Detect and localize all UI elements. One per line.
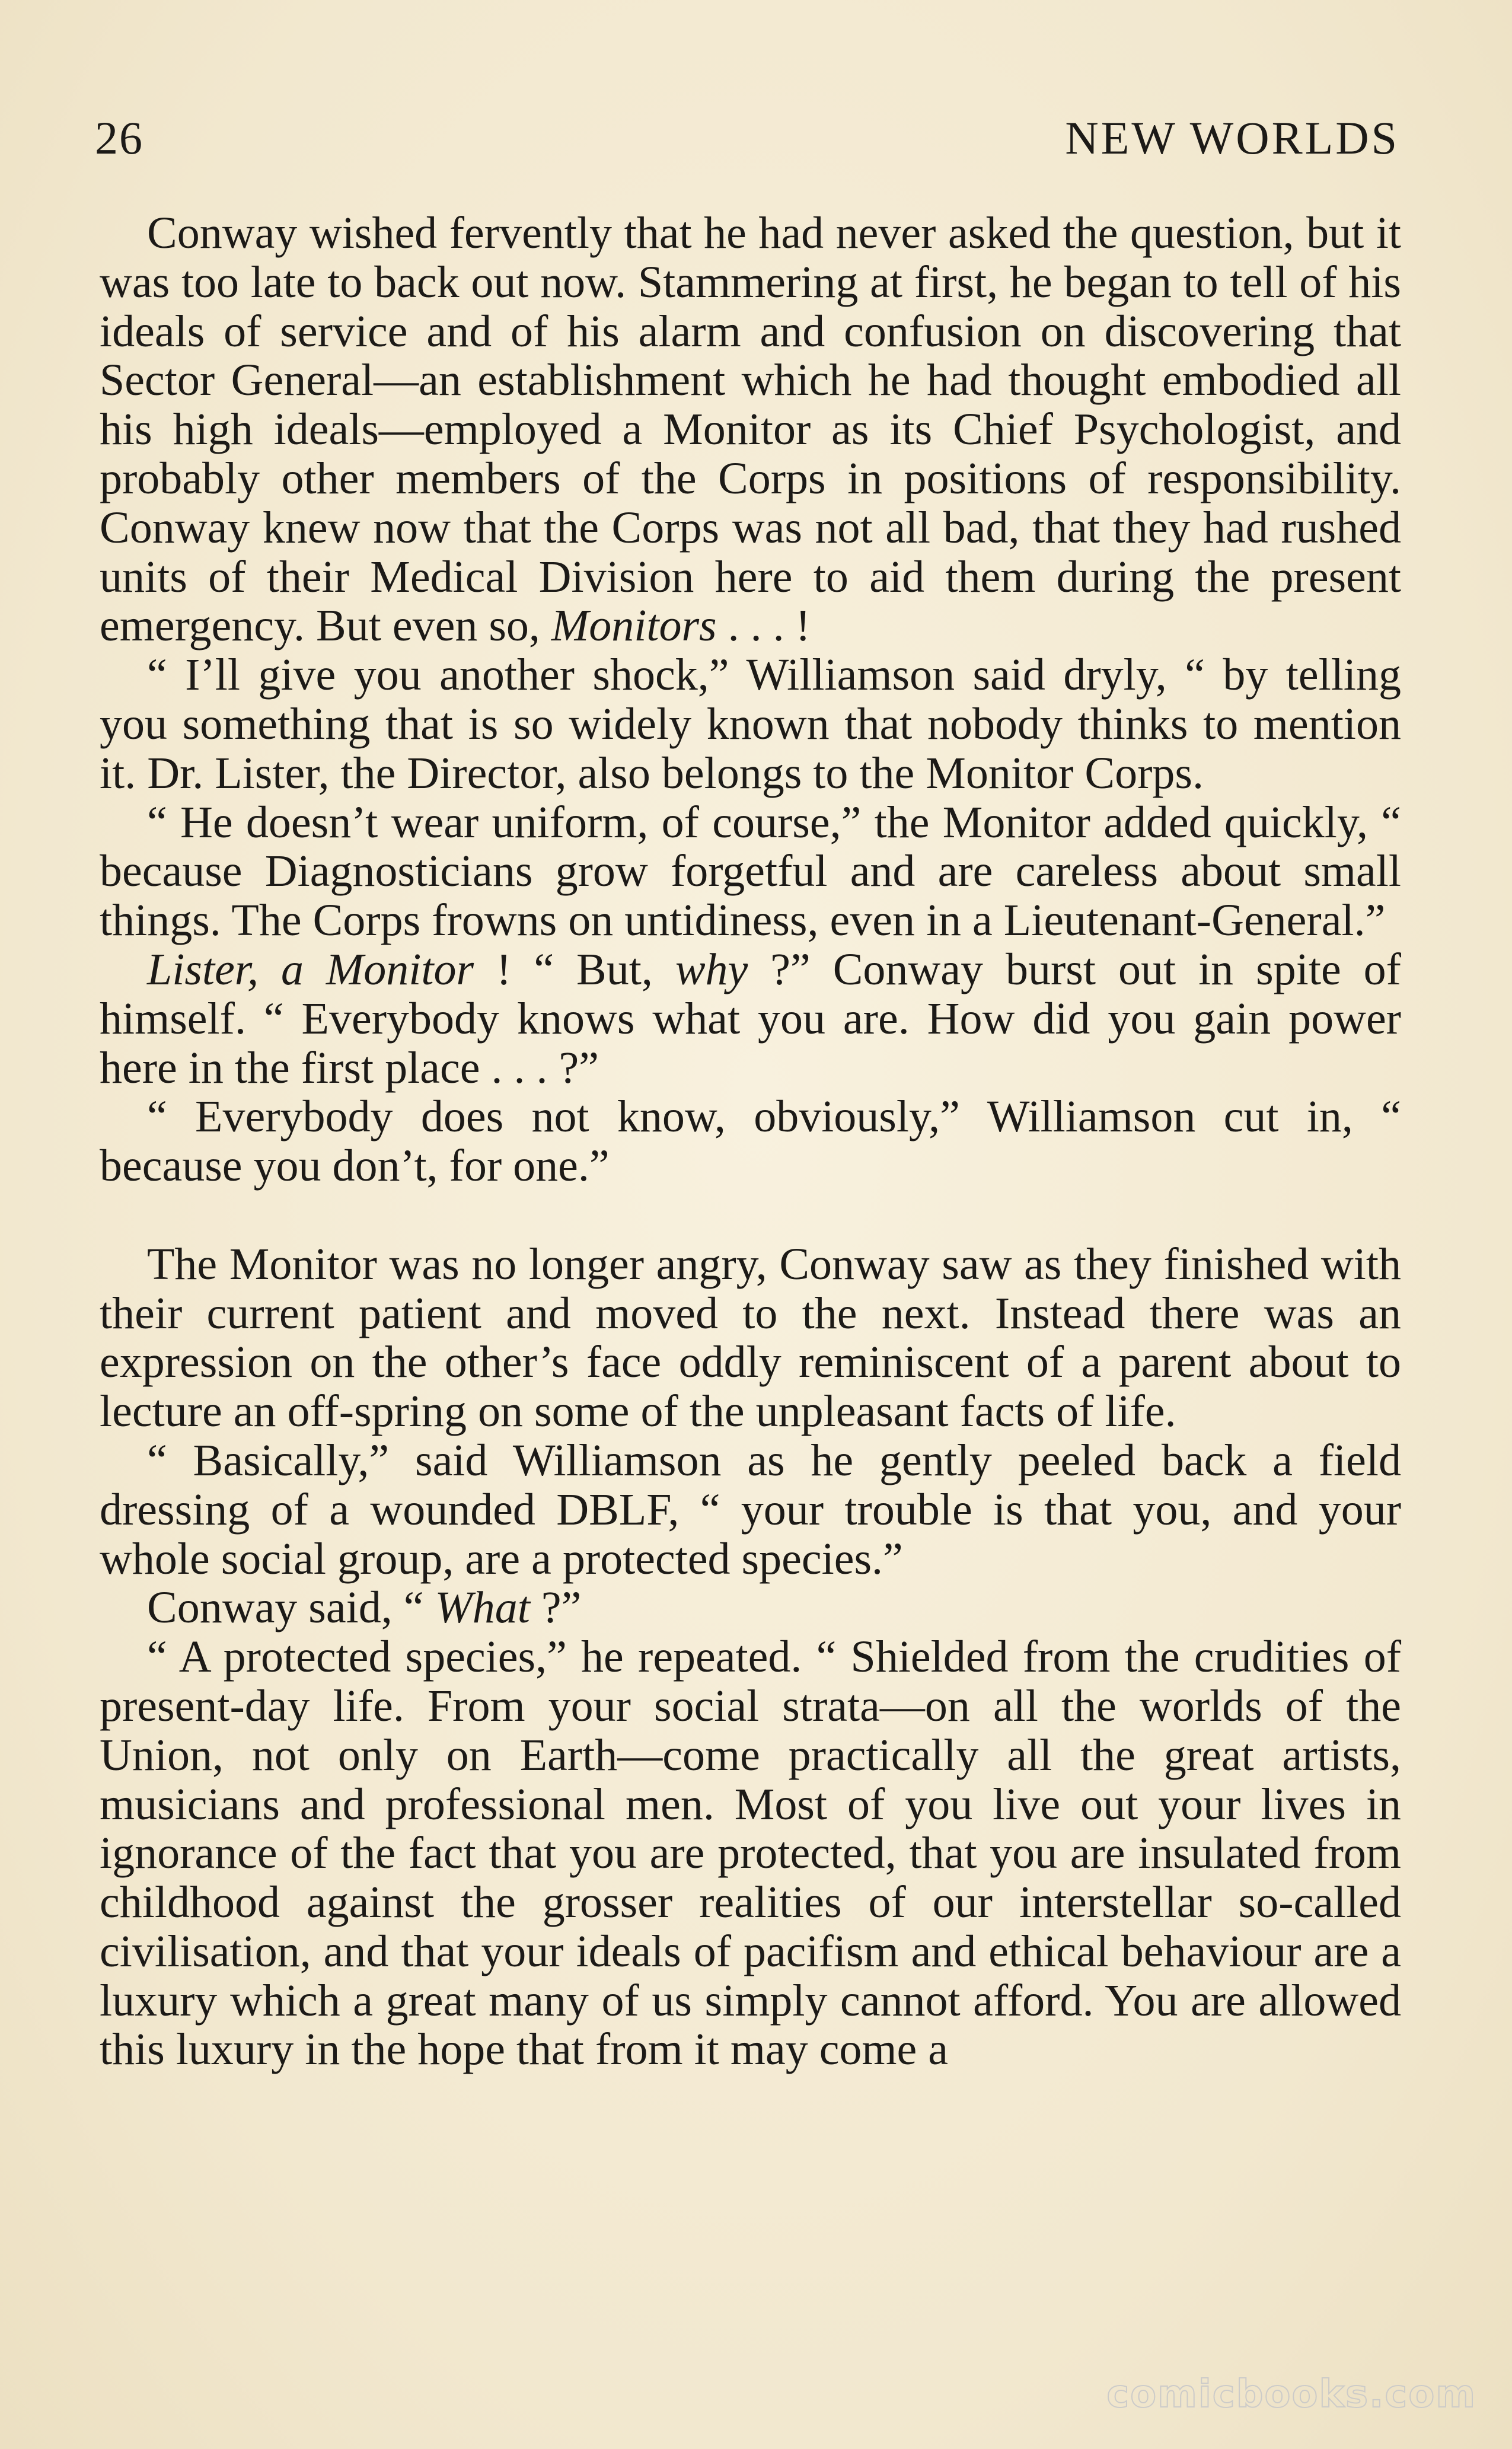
- text-run: “ A protected species,” he repeated. “ Shielded from the crudities of present-day life. From your social strata—on all the worlds of the Union, not only on Earth—come practically all the great artists, musicians and professional men. Most of you live out your lives in ignorance of the fact that you are protected, that you are insulated from childhood against the grosser realities of our interstellar so-called civilisation, and that your ideals of pacifism and ethical behaviour are a luxury which a great many of us simply cannot afford. You are allowed this luxury in the hope that from it may come a: [100, 1632, 1401, 2075]
- text-run: “ Everybody does not know, obviously,” Williamson cut in, “ because you don’t, for one.”: [100, 1092, 1401, 1191]
- italic-text: Lister, a Monitor: [147, 944, 474, 994]
- text-run: “ I’ll give you another shock,” Williamson said dryly, “ by telling you something that is so widely known that nobody thinks to mention it. Dr. Lister, the Director, also belongs to the Monitor Corps.: [100, 650, 1401, 798]
- italic-text: why: [675, 944, 748, 994]
- paragraph: [100, 1583, 1401, 1632]
- paragraph: [100, 650, 1401, 798]
- text-run: ?” Conway burst out in spite of himself. “ Everybody knows what you are. How did you gain power here in the first place . . . ?”: [100, 944, 1401, 1093]
- italic-text: What: [435, 1583, 530, 1633]
- paragraph: [100, 945, 1401, 1092]
- watermark-logo: comicbooks.com: [1106, 2373, 1476, 2416]
- section-break: [100, 1191, 1401, 1240]
- paragraph: [100, 209, 1401, 650]
- paragraph: [100, 1092, 1401, 1191]
- paragraph: [100, 1632, 1401, 2074]
- paragraph: [100, 1240, 1401, 1436]
- text-run: ?”: [529, 1583, 582, 1633]
- page-number: 26: [95, 112, 143, 164]
- text-run: The Monitor was no longer angry, Conway saw as they finished with their current patient and moved to the next. Instead there was an expression on the other’s face oddly reminiscent of a parent about to lecture an off-spring on some of the unpleasant facts of life.: [100, 1239, 1401, 1437]
- text-run: “ Basically,” said Williamson as he gently peeled back a field dressing of a wounded DBLF, “ your trouble is that you, and your whole social group, are a protected species.”: [100, 1435, 1401, 1584]
- italic-text: Monitors: [551, 601, 717, 651]
- paragraph: [100, 1436, 1401, 1583]
- page-header: [95, 111, 1399, 165]
- text-run: Conway wished fervently that he had never asked the question, but it was too late to back out now. Stammering at first, he began to tell of his ideals of service and of his alarm and confusion on discovering that Sector General—an establishment which he had thought embodied all his high ideals—employed a Monitor as its Chief Psychologist, and probably other members of the Corps in positions of responsibility. Conway knew now that the Corps was not all bad, that they had rushed units of their Medical Division here to aid them during the present emergency. But even so,: [100, 208, 1401, 651]
- running-head: NEW WORLDS: [1065, 112, 1399, 164]
- body-text: [100, 209, 1401, 2074]
- text-run: ! “ But,: [474, 944, 675, 994]
- text-run: “ He doesn’t wear uniform, of course,” the Monitor added quickly, “ because Diagnosticians grow forgetful and are careless about small things. The Corps frowns on untidiness, even in a Lieutenant-General.”: [100, 797, 1401, 946]
- text-run: . . . !: [716, 601, 811, 651]
- paragraph: [100, 798, 1401, 945]
- text-run: Conway said, “: [147, 1583, 435, 1633]
